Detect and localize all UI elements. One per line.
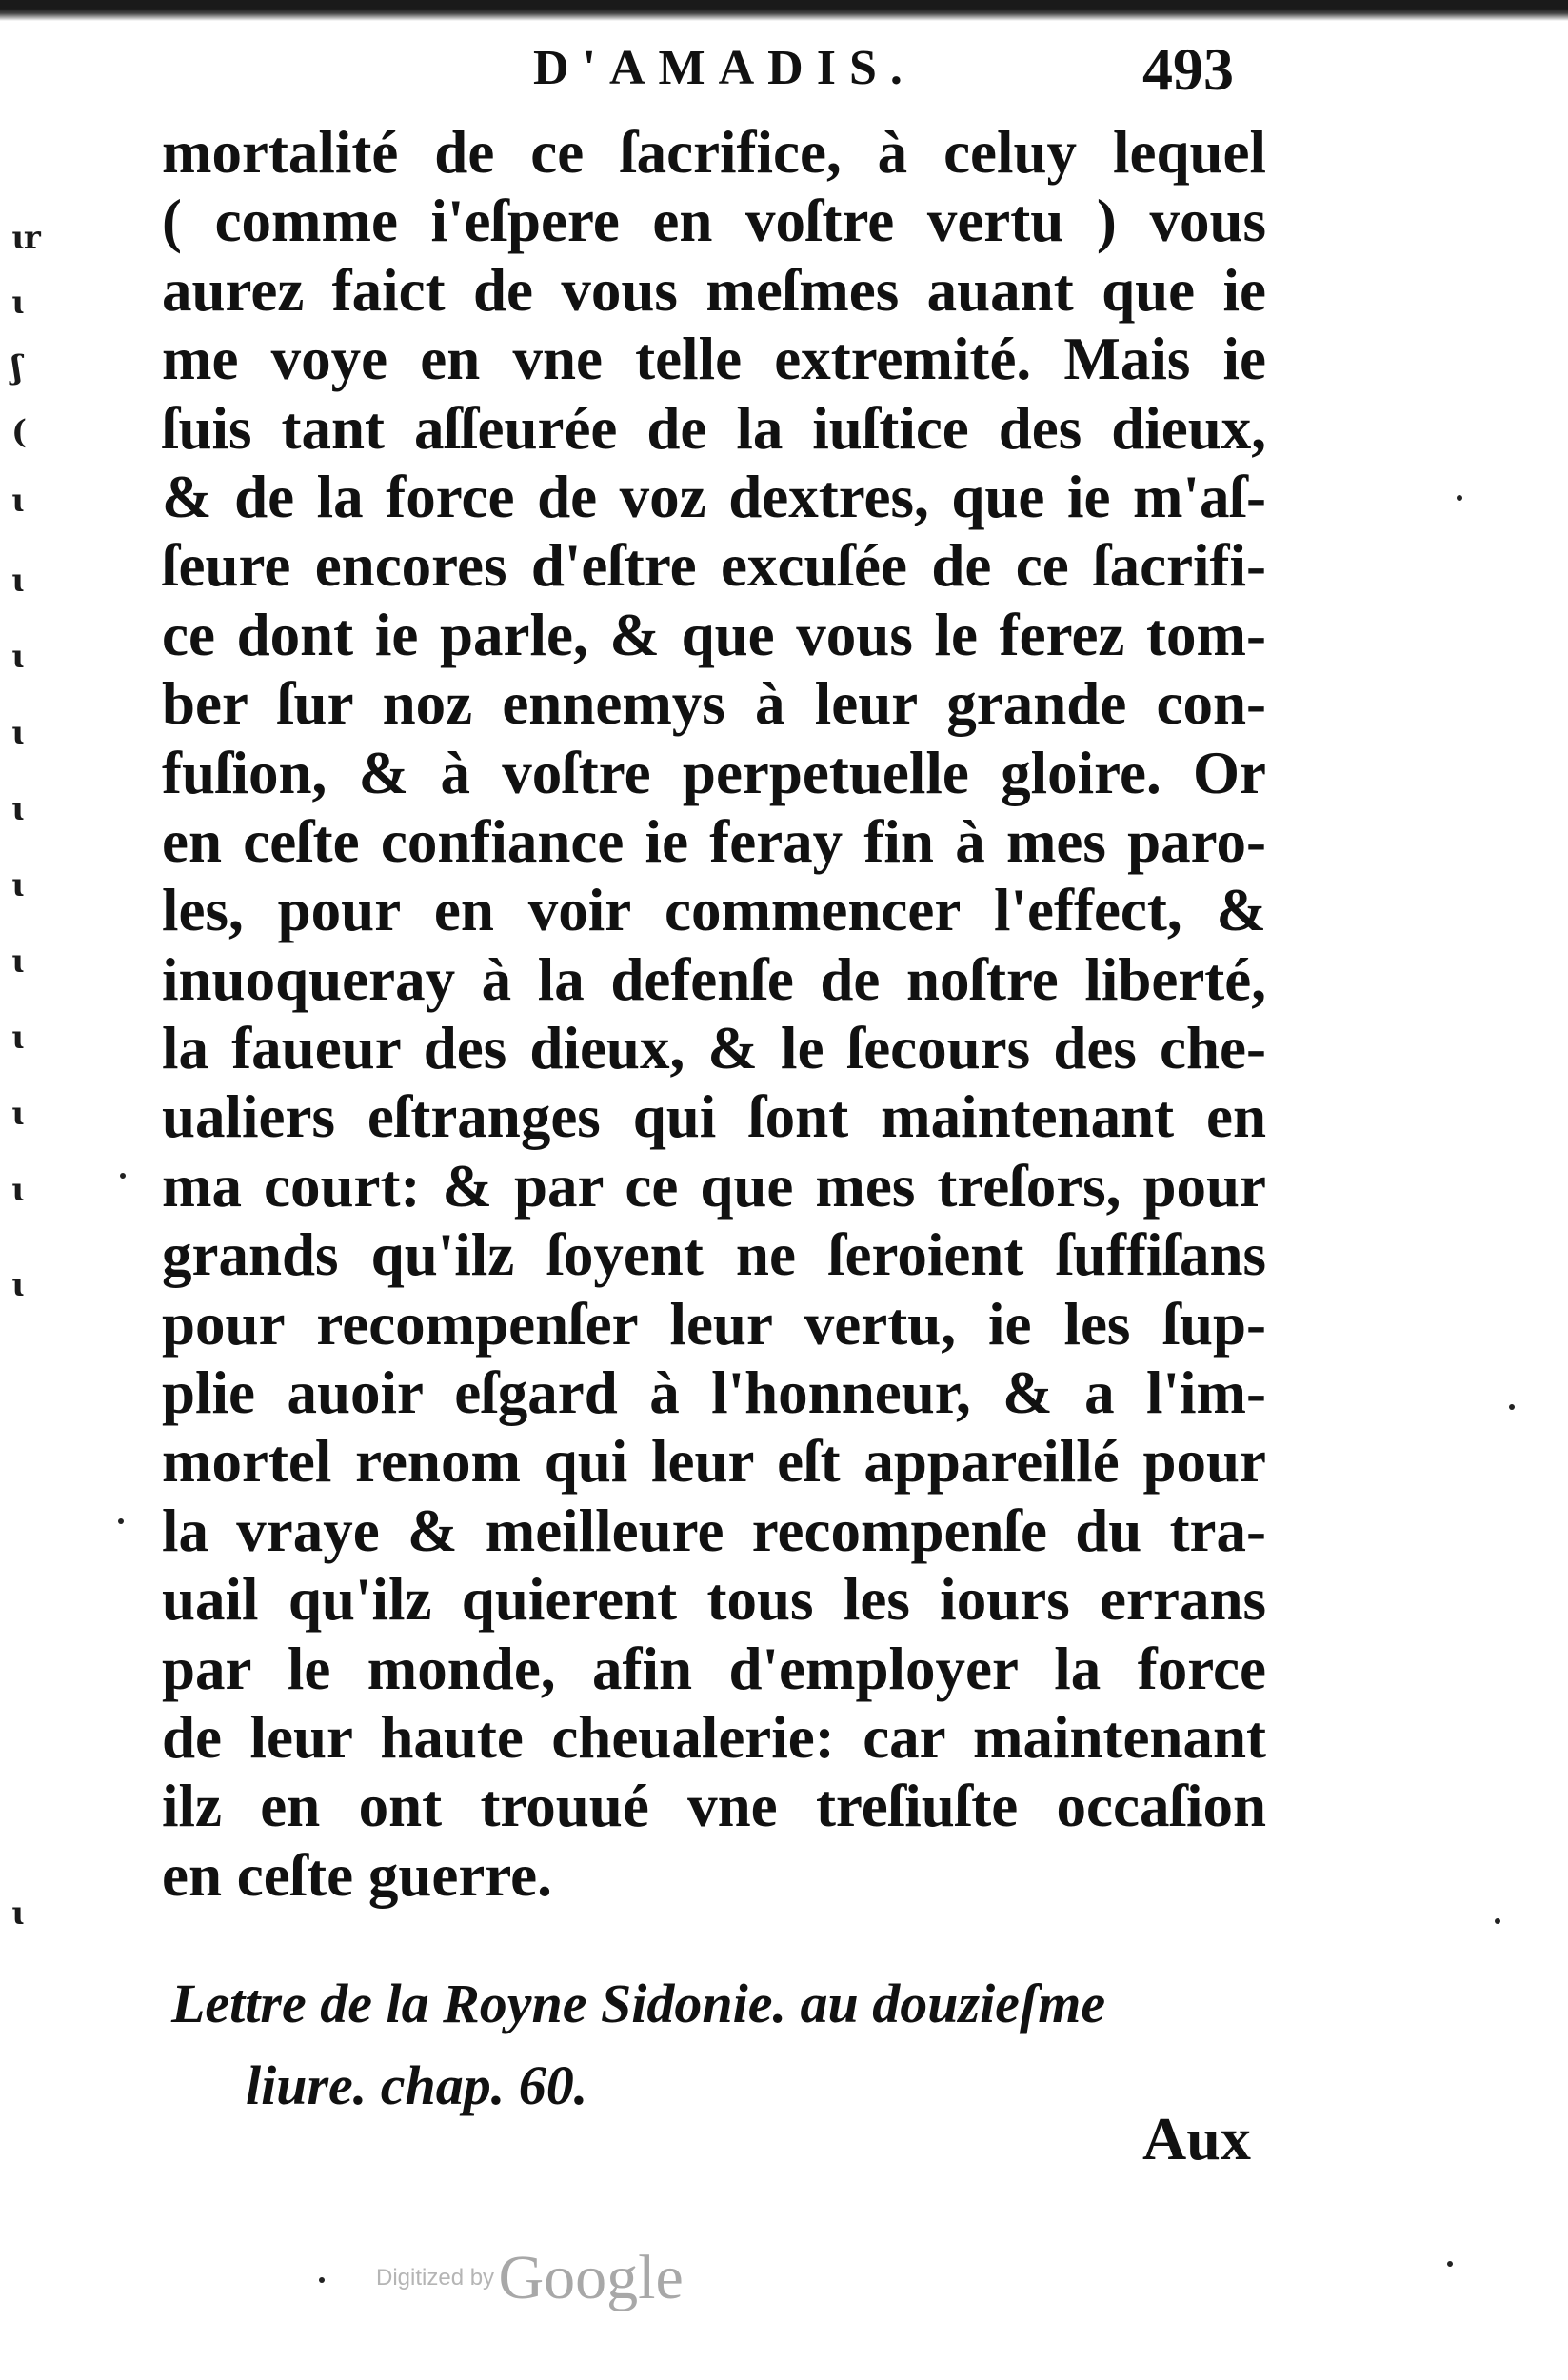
text-line: & de la force de voz dextres, que ie m'aſ- — [162, 463, 1266, 530]
caption-line: liure. chap. 60. — [246, 2054, 588, 2116]
gutter-mark: ɩ — [11, 1266, 24, 1304]
text-line: inuoqueray à la defenſe de noſtre liberté, — [162, 945, 1266, 1013]
text-line: uail qu'ilz quierent tous les iours errans — [162, 1566, 1266, 1634]
gutter-mark: ɩ — [11, 1019, 24, 1057]
text-line: en ceſte guerre. — [162, 1841, 552, 1909]
text-line: la vraye & meilleure recompenſe du tra- — [162, 1497, 1266, 1564]
gutter-mark: ɩ — [11, 1171, 24, 1209]
text-line: les, pour en voir commencer l'effect, & — [162, 877, 1266, 944]
gutter-mark: ɩ — [11, 942, 24, 981]
text-line: de leur haute cheualerie: car maintenant — [162, 1703, 1266, 1771]
text-line: aurez faict de vous meſmes auant que ie — [162, 256, 1266, 324]
ink-speck — [120, 1173, 126, 1179]
text-line: ſuis tant aſſeurée de la iuſtice des dieux, — [162, 394, 1266, 462]
gutter-mark: ɩ — [11, 638, 24, 676]
page-number: 493 — [1142, 35, 1234, 103]
text-line: me voye en vne telle extremité. Mais ie — [162, 326, 1266, 393]
text-line: la faueur des dieux, & le ſecours des che- — [162, 1015, 1266, 1082]
text-line: ilz en ont trouué vne treſiuſte occaſion — [162, 1773, 1266, 1840]
gutter-mark: ɩ — [11, 562, 24, 600]
text-line: ualiers eſtranges qui ſont maintenant en — [162, 1083, 1266, 1151]
letter-caption — [171, 1963, 1266, 2127]
ink-speck — [118, 1518, 124, 1524]
left-gutter-bleed — [0, 181, 57, 1933]
text-line: mortel renom qui leur eſt appareillé pour — [162, 1428, 1266, 1496]
gutter-mark: ɩ — [11, 714, 24, 752]
ink-speck — [1495, 1918, 1500, 1924]
digitized-watermark — [376, 2242, 684, 2314]
ink-speck — [319, 2277, 325, 2283]
text-line: plie auoir eſgard à l'honneur, & a l'im- — [162, 1359, 1266, 1427]
text-line: ce dont ie parle, & que vous le ferez tom- — [162, 601, 1266, 668]
text-line: mortalité de ce ſacrifice, à celuy lequel — [162, 119, 1266, 186]
text-line: ma court: & par ce que mes treſors, pour — [162, 1152, 1266, 1220]
ink-speck — [1457, 495, 1462, 501]
text-line: par le monde, afin d'employer la force — [162, 1635, 1266, 1702]
text-line: ( comme i'eſpere en voſtre vertu ) vous — [162, 188, 1266, 255]
gutter-mark: ɩ — [11, 866, 24, 904]
gutter-mark: ɩ — [11, 790, 24, 828]
body-text — [162, 118, 1266, 1910]
running-head: D'AMADIS. — [533, 41, 916, 95]
ink-speck — [1447, 2261, 1453, 2267]
ink-speck — [1509, 1404, 1515, 1410]
gutter-mark: ɩ — [11, 1894, 24, 1933]
text-line: grands qu'ilz ſoyent ne ſeroient ſuffiſans — [162, 1221, 1266, 1289]
gutter-mark: ʃ — [11, 348, 23, 387]
text-line: en ceſte confiance ie feray fin à mes paro- — [162, 807, 1266, 875]
watermark-prefix: Digitized by — [376, 2265, 495, 2291]
text-line: fuſion, & à voſtre perpetuelle gloire. Or — [162, 739, 1266, 806]
text-line: ſeure encores d'eſtre excuſée de ce ſacrifi- — [162, 532, 1266, 600]
caption-line: Lettre de la Royne Sidonie. au douzieſme — [171, 1973, 1106, 2034]
text-line: pour recompenſer leur vertu, ie les ſup- — [162, 1290, 1266, 1358]
gutter-mark: ɩ — [11, 482, 24, 520]
google-logo: Google — [498, 2243, 684, 2312]
text-line: ber ſur noz ennemys à leur grande con- — [162, 670, 1266, 738]
catchword: Aux — [1142, 2105, 1251, 2172]
gutter-mark: ɩr — [11, 219, 41, 257]
scan-top-edge — [0, 0, 1568, 21]
gutter-mark: ɩ — [11, 284, 24, 322]
gutter-mark: ɩ — [11, 1095, 24, 1133]
gutter-mark: ( — [11, 413, 28, 451]
